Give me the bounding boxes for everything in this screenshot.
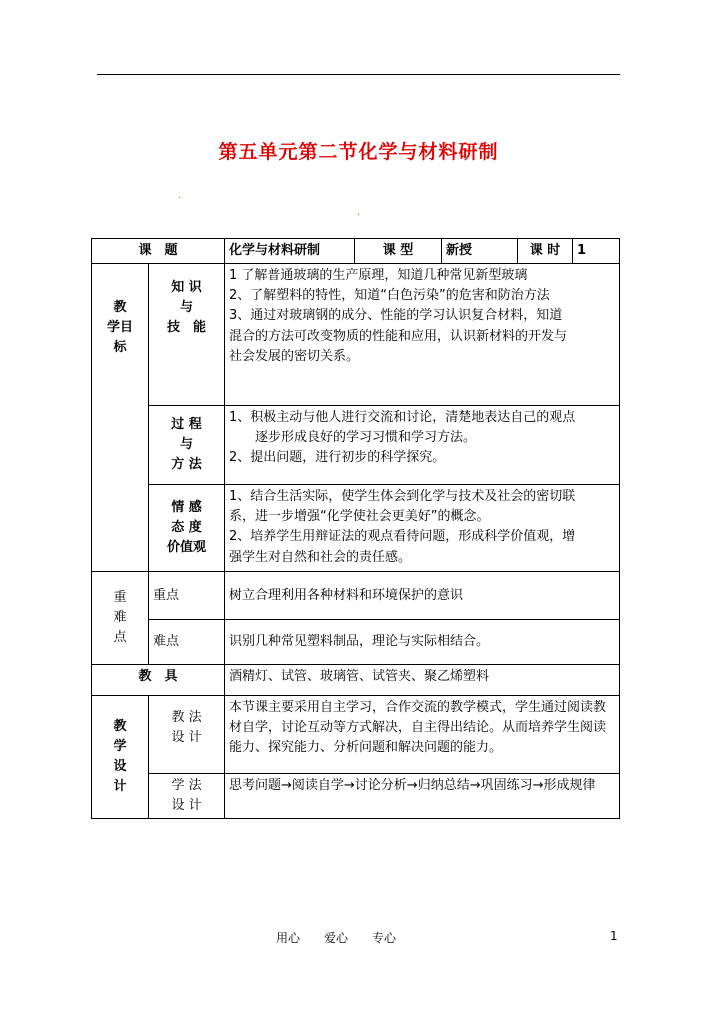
- tools-value: 酒精灯、试管、玻璃管、试管夹、聚乙烯塑料: [225, 665, 620, 696]
- tools-row: [92, 665, 620, 696]
- type-label: 课 型: [355, 239, 442, 264]
- learning-method-value: 思考问题→阅读自学→讨论分析→归纳总结→巩固练习→形成规律: [225, 774, 620, 819]
- knowledge-row: [92, 264, 620, 406]
- difficulty-label: 重 难 点: [92, 572, 149, 665]
- footer-motto: 用心 爱心 专心: [276, 931, 397, 945]
- teaching-method-label: 教 法 设 计: [149, 696, 225, 774]
- teaching-method-row: [92, 696, 620, 774]
- process-row: [92, 406, 620, 485]
- hours-label: 课 时: [518, 239, 573, 264]
- hard-point-label: 难点: [149, 620, 225, 665]
- emotion-content: 1、结合生活实际，使学生体会到化学与技术及社会的密切联 系，进一步增强“化学使社会更美好”的概念。 2、培养学生用辩证法的观点看待问题，形成科学价值观，增 强学生对自然和社会的责任感。: [225, 485, 620, 572]
- knowledge-label: 知 识 与 技 能: [149, 264, 225, 406]
- teaching-method-value: 本节课主要采用自主学习，合作交流的教学模式，学生通过阅读教材自学，讨论互动等方式解决，自主得出结论。从而培养学生阅读能力、探究能力、分析问题和解决问题的能力。: [225, 696, 620, 774]
- design-label: 教 学 设 计: [92, 696, 149, 819]
- key-point-label: 重点: [149, 572, 225, 620]
- process-content: 1、积极主动与他人进行交流和讨论，清楚地表达自己的观点 逐步形成良好的学习习惯和学习方法。 2、提出问题，进行初步的科学探究。: [225, 406, 620, 485]
- emotion-row: [92, 485, 620, 572]
- learning-method-label: 学 法 设 计: [149, 774, 225, 819]
- tools-label: 教 具: [92, 665, 225, 696]
- decorative-dot: ·: [178, 193, 182, 204]
- process-label: 过 程 与 方 法: [149, 406, 225, 485]
- topic-label: 课 题: [92, 239, 225, 264]
- type-value: 新授: [442, 239, 518, 264]
- lesson-plan-table: [91, 238, 620, 819]
- knowledge-content: 1 了解普通玻璃的生产原理，知道几种常见新型玻璃 2、了解塑料的特性，知道“白色污染”的危害和防治方法 3、通过对玻璃钢的成分、性能的学习认识复合材料，知道 混合的方法可改变物质的性能和应用，认识新材料的开发与 社会发展的密切关系。: [225, 264, 620, 406]
- emotion-label: 情 感 态 度 价值观: [149, 485, 225, 572]
- learning-method-row: [92, 774, 620, 819]
- goals-label: 教 学目 标: [92, 264, 149, 572]
- hours-value: 1: [573, 239, 620, 264]
- key-point-row: [92, 572, 620, 620]
- page-number: 1: [610, 929, 618, 943]
- hard-point-row: [92, 620, 620, 665]
- hard-point-value: 识别几种常见塑料制品，理论与实际相结合。: [225, 620, 620, 665]
- header-row: [92, 239, 620, 264]
- page-title: 第五单元第二节化学与材料研制: [218, 141, 499, 163]
- topic-value: 化学与材料研制: [225, 239, 355, 264]
- key-point-value: 树立合理利用各种材料和环境保护的意识: [225, 572, 620, 620]
- decorative-dot: ·: [357, 210, 361, 221]
- header-rule: [97, 74, 620, 75]
